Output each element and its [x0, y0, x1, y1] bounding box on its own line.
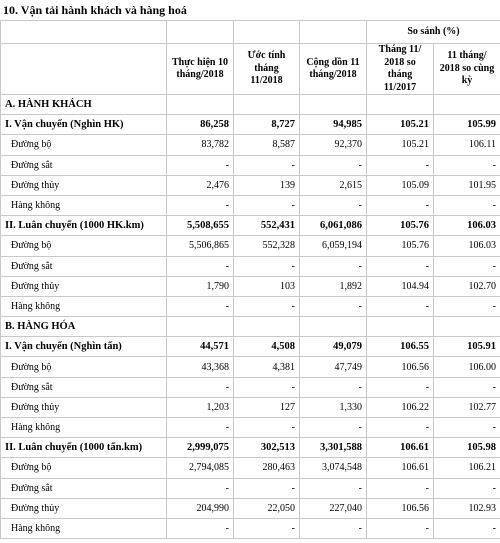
cell-c1: 5,506,865 [167, 236, 234, 256]
table-row [1, 276, 500, 296]
transport-table [0, 20, 500, 539]
cell-c4: - [367, 296, 434, 316]
cell-c4: 106.56 [367, 498, 434, 518]
cell-c3 [300, 95, 367, 115]
row-label: Đường sắt [1, 478, 167, 498]
cell-c4: - [367, 256, 434, 276]
header-blank-top [300, 21, 367, 44]
cell-c5: 106.11 [434, 135, 500, 155]
cell-c2: - [234, 195, 300, 215]
row-label: Hàng không [1, 518, 167, 538]
header-compare: So sánh (%) [367, 21, 500, 44]
cell-c3: - [300, 256, 367, 276]
cell-c4: 106.61 [367, 438, 434, 458]
cell-c2: - [234, 418, 300, 438]
cell-c4: 105.21 [367, 135, 434, 155]
table-row [1, 397, 500, 417]
cell-c1: - [167, 377, 234, 397]
table-body [1, 21, 500, 539]
cell-c2: - [234, 478, 300, 498]
row-label: II. Luân chuyển (1000 HK.km) [1, 216, 167, 236]
cell-c2: - [234, 518, 300, 538]
cell-c5: - [434, 195, 500, 215]
cell-c3: 3,301,588 [300, 438, 367, 458]
table-row [1, 216, 500, 236]
cell-c4: - [367, 195, 434, 215]
cell-c2: 280,463 [234, 458, 300, 478]
row-label: I. Vận chuyển (Nghìn HK) [1, 115, 167, 135]
cell-c3: 94,985 [300, 115, 367, 135]
cell-c3 [300, 317, 367, 337]
cell-c5: 102.70 [434, 276, 500, 296]
cell-c5 [434, 317, 500, 337]
cell-c2: 552,431 [234, 216, 300, 236]
cell-c2: 8,587 [234, 135, 300, 155]
header-col4: Tháng 11/ 2018 so tháng 11/2017 [367, 44, 434, 95]
table-row [1, 317, 500, 337]
cell-c2: 127 [234, 397, 300, 417]
cell-c1 [167, 317, 234, 337]
table-row [1, 135, 500, 155]
cell-c3: 47,749 [300, 357, 367, 377]
cell-c2: 4,508 [234, 337, 300, 357]
cell-c1: - [167, 256, 234, 276]
table-row [1, 95, 500, 115]
cell-c5: - [434, 518, 500, 538]
cell-c3: - [300, 195, 367, 215]
table-row [1, 175, 500, 195]
cell-c2: 22,050 [234, 498, 300, 518]
cell-c2: - [234, 155, 300, 175]
cell-c2: 4,381 [234, 357, 300, 377]
cell-c2 [234, 95, 300, 115]
table-row [1, 478, 500, 498]
table-row [1, 498, 500, 518]
cell-c5 [434, 95, 500, 115]
cell-c5: - [434, 478, 500, 498]
row-label: Đường thủy [1, 276, 167, 296]
cell-c3: - [300, 155, 367, 175]
cell-c5: - [434, 377, 500, 397]
table-row [1, 438, 500, 458]
cell-c3: 1,330 [300, 397, 367, 417]
row-label: Đường thủy [1, 397, 167, 417]
row-label: Đường bộ [1, 458, 167, 478]
cell-c3: - [300, 296, 367, 316]
cell-c5: 105.99 [434, 115, 500, 135]
table-row [1, 296, 500, 316]
cell-c3: 1,892 [300, 276, 367, 296]
cell-c5: 106.03 [434, 216, 500, 236]
cell-c1: - [167, 418, 234, 438]
cell-c3: 6,059,194 [300, 236, 367, 256]
cell-c2: 103 [234, 276, 300, 296]
row-label: Đường thủy [1, 175, 167, 195]
cell-c1: 204,990 [167, 498, 234, 518]
row-label: A. HÀNH KHÁCH [1, 95, 167, 115]
cell-c4: - [367, 478, 434, 498]
cell-c1: 5,508,655 [167, 216, 234, 236]
table-row [1, 357, 500, 377]
cell-c5: 105.91 [434, 337, 500, 357]
cell-c4: - [367, 377, 434, 397]
table-row [1, 518, 500, 538]
cell-c4: - [367, 155, 434, 175]
header-col2: Ước tính tháng 11/2018 [234, 44, 300, 95]
row-label: II. Luân chuyển (1000 tấn.km) [1, 438, 167, 458]
cell-c2: 552,328 [234, 236, 300, 256]
cell-c3: 227,040 [300, 498, 367, 518]
cell-c3: 2,615 [300, 175, 367, 195]
cell-c4: 106.22 [367, 397, 434, 417]
cell-c4: 106.61 [367, 458, 434, 478]
cell-c3: 6,061,086 [300, 216, 367, 236]
cell-c4: 106.55 [367, 337, 434, 357]
cell-c2: - [234, 296, 300, 316]
table-row [1, 256, 500, 276]
header-col1: Thực hiện 10 tháng/2018 [167, 44, 234, 95]
cell-c2 [234, 317, 300, 337]
header-blank-top [234, 21, 300, 44]
table-row [1, 337, 500, 357]
cell-c4 [367, 317, 434, 337]
cell-c1: 2,794,085 [167, 458, 234, 478]
cell-c2: 302,513 [234, 438, 300, 458]
cell-c5: - [434, 155, 500, 175]
cell-c3: - [300, 377, 367, 397]
cell-c3: - [300, 518, 367, 538]
table-row [1, 377, 500, 397]
row-label: Hàng không [1, 296, 167, 316]
table-row [1, 195, 500, 215]
cell-c1: 2,476 [167, 175, 234, 195]
cell-c1: 1,790 [167, 276, 234, 296]
header-row [1, 44, 500, 95]
row-label: Đường thủy [1, 498, 167, 518]
cell-c4: 105.76 [367, 236, 434, 256]
row-label: Đường bộ [1, 236, 167, 256]
cell-c3: - [300, 478, 367, 498]
cell-c5: - [434, 296, 500, 316]
header-row-top [1, 21, 500, 44]
table-row [1, 115, 500, 135]
cell-c1 [167, 95, 234, 115]
cell-c4: - [367, 418, 434, 438]
cell-c1: 43,368 [167, 357, 234, 377]
cell-c1: - [167, 518, 234, 538]
cell-c1: 83,782 [167, 135, 234, 155]
table-title: 10. Vận tải hành khách và hàng hoá [3, 3, 187, 17]
header-blank-top [167, 21, 234, 44]
cell-c4: 104.94 [367, 276, 434, 296]
row-label: Đường bộ [1, 135, 167, 155]
cell-c4: 105.76 [367, 216, 434, 236]
cell-c3: 49,079 [300, 337, 367, 357]
cell-c1: 86,258 [167, 115, 234, 135]
cell-c4: 105.21 [367, 115, 434, 135]
cell-c3: 92,370 [300, 135, 367, 155]
header-label-blank [1, 44, 167, 95]
cell-c1: 1,203 [167, 397, 234, 417]
cell-c3: 3,074,548 [300, 458, 367, 478]
row-label: Đường sắt [1, 377, 167, 397]
header-blank-top [1, 21, 167, 44]
cell-c5: 105.98 [434, 438, 500, 458]
row-label: Đường sắt [1, 155, 167, 175]
row-label: B. HÀNG HÓA [1, 317, 167, 337]
cell-c4: - [367, 518, 434, 538]
cell-c1: 2,999,075 [167, 438, 234, 458]
table-row [1, 458, 500, 478]
cell-c4: 105.09 [367, 175, 434, 195]
row-label: Hàng không [1, 418, 167, 438]
row-label: Hàng không [1, 195, 167, 215]
cell-c1: - [167, 296, 234, 316]
cell-c5: 101.95 [434, 175, 500, 195]
cell-c1: - [167, 195, 234, 215]
cell-c1: - [167, 478, 234, 498]
cell-c4: 106.56 [367, 357, 434, 377]
cell-c5: - [434, 256, 500, 276]
row-label: Đường sắt [1, 256, 167, 276]
cell-c2: - [234, 377, 300, 397]
cell-c4 [367, 95, 434, 115]
row-label: I. Vận chuyển (Nghìn tấn) [1, 337, 167, 357]
table-row [1, 155, 500, 175]
header-col5: 11 tháng/ 2018 so cùng kỳ [434, 44, 500, 95]
cell-c3: - [300, 418, 367, 438]
cell-c5: 106.00 [434, 357, 500, 377]
cell-c1: - [167, 155, 234, 175]
table-row [1, 418, 500, 438]
header-col3: Cộng dồn 11 tháng/2018 [300, 44, 367, 95]
table-row [1, 236, 500, 256]
cell-c5: - [434, 418, 500, 438]
cell-c5: 102.77 [434, 397, 500, 417]
cell-c2: 8,727 [234, 115, 300, 135]
cell-c2: - [234, 256, 300, 276]
cell-c5: 106.21 [434, 458, 500, 478]
cell-c5: 106.03 [434, 236, 500, 256]
row-label: Đường bộ [1, 357, 167, 377]
cell-c2: 139 [234, 175, 300, 195]
cell-c1: 44,571 [167, 337, 234, 357]
cell-c5: 102.93 [434, 498, 500, 518]
